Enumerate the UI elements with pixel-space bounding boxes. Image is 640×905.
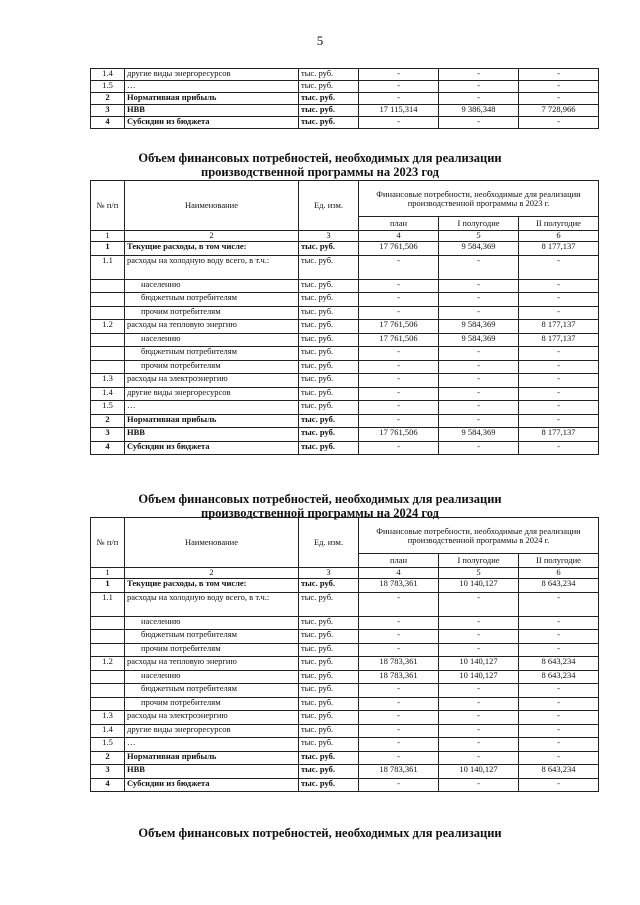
row-plan: - [359,279,439,293]
row-number: 1.3 [91,711,125,725]
row-name: прочим потребителям [125,360,299,374]
row-number: 1.4 [91,69,125,81]
row-number: 1.2 [91,657,125,671]
row-number: 3 [91,765,125,779]
row-name: Текущие расходы, в том числе: [125,242,299,256]
row-plan: 17 761,506 [359,242,439,256]
table-row [91,724,599,738]
table-row [91,306,599,320]
header-plan: план [359,554,439,568]
row-name: бюджетным потребителям [125,293,299,307]
row-first-half: 9 386,348 [439,105,519,117]
row-first-half: - [439,711,519,725]
row-name: расходы на холодную воду всего, в т.ч.: [125,255,299,279]
row-number [91,670,125,684]
row-unit: тыс. руб. [299,657,359,671]
header-name: Наименование [125,181,299,231]
row-number: 1.4 [91,724,125,738]
row-name: другие виды энергоресурсов [125,724,299,738]
row-plan: 18 783,361 [359,670,439,684]
row-number [91,697,125,711]
row-first-half: - [439,401,519,415]
table-row [91,765,599,779]
header-unit: Ед. изм. [299,181,359,231]
header-row [91,181,599,217]
row-unit: тыс. руб. [299,711,359,725]
row-plan: - [359,414,439,428]
row-unit: тыс. руб. [299,387,359,401]
row-second-half: - [519,69,599,81]
row-first-half: - [439,414,519,428]
row-name: НВВ [125,105,299,117]
row-name: прочим потребителям [125,697,299,711]
continuation-table [90,68,599,129]
row-first-half: - [439,441,519,455]
row-second-half: 8 643,234 [519,579,599,593]
row-unit: тыс. руб. [299,360,359,374]
table-row [91,293,599,307]
row-name: Нормативная прибыль [125,751,299,765]
row-plan: - [359,255,439,279]
table-row [91,751,599,765]
header-row [91,518,599,554]
row-unit: тыс. руб. [299,242,359,256]
row-first-half: 9 584,369 [439,242,519,256]
row-plan: 17 115,314 [359,105,439,117]
row-name: НВВ [125,765,299,779]
row-plan: - [359,711,439,725]
column-number: 3 [299,231,359,242]
header-unit: Ед. изм. [299,518,359,568]
row-number: 1.1 [91,592,125,616]
row-second-half: - [519,117,599,129]
column-number: 1 [91,231,125,242]
row-first-half: - [439,697,519,711]
row-first-half: 9 584,369 [439,320,519,334]
row-unit: тыс. руб. [299,293,359,307]
row-name: … [125,401,299,415]
row-plan: - [359,697,439,711]
row-second-half: 7 728,966 [519,105,599,117]
row-unit: тыс. руб. [299,414,359,428]
header-second-half: II полугодие [519,217,599,231]
column-number-row [91,231,599,242]
row-number: 1.5 [91,401,125,415]
row-unit: тыс. руб. [299,670,359,684]
table-row [91,333,599,347]
row-unit: тыс. руб. [299,306,359,320]
section-title-2023: Объем финансовых потребностей, необходимых для реализации производственной программы на 2023 год [138,151,502,179]
row-number: 4 [91,441,125,455]
row-unit: тыс. руб. [299,579,359,593]
table-row [91,117,599,129]
row-plan: - [359,81,439,93]
row-name: населению [125,279,299,293]
row-first-half: - [439,81,519,93]
row-plan: 18 783,361 [359,765,439,779]
row-first-half: - [439,387,519,401]
table-row [91,684,599,698]
row-number [91,630,125,644]
row-unit: тыс. руб. [299,105,359,117]
row-second-half: - [519,306,599,320]
row-number: 1.2 [91,320,125,334]
column-number: 4 [359,231,439,242]
row-name: прочим потребителям [125,643,299,657]
row-number [91,360,125,374]
column-number: 4 [359,568,439,579]
row-name: бюджетным потребителям [125,347,299,361]
row-number: 1.5 [91,738,125,752]
row-unit: тыс. руб. [299,93,359,105]
row-number [91,347,125,361]
column-number: 5 [439,231,519,242]
column-number: 2 [125,568,299,579]
row-unit: тыс. руб. [299,279,359,293]
row-plan: 18 783,361 [359,579,439,593]
row-name: расходы на электроэнергию [125,374,299,388]
row-second-half: - [519,592,599,616]
row-name: Нормативная прибыль [125,93,299,105]
header-needs: Финансовые потребности, необходимые для реализации производственной программы в 2023 г. [359,181,599,217]
table-row [91,711,599,725]
row-first-half: - [439,592,519,616]
row-name: бюджетным потребителям [125,630,299,644]
row-second-half: 8 177,137 [519,333,599,347]
row-number [91,616,125,630]
table-row [91,428,599,442]
row-second-half: - [519,724,599,738]
row-unit: тыс. руб. [299,738,359,752]
column-number: 6 [519,568,599,579]
row-name: населению [125,616,299,630]
row-plan: - [359,643,439,657]
row-name: расходы на холодную воду всего, в т.ч.: [125,592,299,616]
row-first-half: - [439,306,519,320]
row-first-half: - [439,684,519,698]
row-name: другие виды энергоресурсов [125,387,299,401]
row-first-half: - [439,374,519,388]
row-name: расходы на электроэнергию [125,711,299,725]
row-second-half: 8 643,234 [519,670,599,684]
row-unit: тыс. руб. [299,441,359,455]
row-plan: - [359,401,439,415]
row-name: населению [125,333,299,347]
row-second-half: - [519,93,599,105]
row-name: Субсидии из бюджета [125,778,299,792]
row-plan: - [359,751,439,765]
row-number: 1.1 [91,255,125,279]
row-plan: - [359,293,439,307]
row-unit: тыс. руб. [299,751,359,765]
row-second-half: 8 643,234 [519,765,599,779]
column-number: 6 [519,231,599,242]
table-row [91,374,599,388]
row-plan: - [359,441,439,455]
row-name: … [125,81,299,93]
row-second-half: 8 177,137 [519,242,599,256]
table-row [91,105,599,117]
row-first-half: - [439,293,519,307]
table-row [91,69,599,81]
row-name: населению [125,670,299,684]
row-unit: тыс. руб. [299,778,359,792]
row-second-half: - [519,630,599,644]
row-second-half: - [519,279,599,293]
row-name: Нормативная прибыль [125,414,299,428]
row-first-half: - [439,255,519,279]
row-unit: тыс. руб. [299,117,359,129]
row-plan: - [359,374,439,388]
column-number: 1 [91,568,125,579]
row-plan: - [359,684,439,698]
header-number: № п/п [91,518,125,568]
table-row [91,616,599,630]
table-row [91,81,599,93]
table-row [91,279,599,293]
row-plan: - [359,592,439,616]
row-first-half: 10 140,127 [439,657,519,671]
table-row [91,579,599,593]
row-second-half: - [519,293,599,307]
row-second-half: - [519,374,599,388]
row-second-half: - [519,401,599,415]
row-plan: 18 783,361 [359,657,439,671]
row-unit: тыс. руб. [299,347,359,361]
column-number: 3 [299,568,359,579]
row-number [91,684,125,698]
row-second-half: - [519,414,599,428]
row-first-half: - [439,751,519,765]
row-unit: тыс. руб. [299,374,359,388]
row-second-half: - [519,347,599,361]
row-first-half: 10 140,127 [439,670,519,684]
row-first-half: - [439,279,519,293]
row-name: расходы на тепловую энергию [125,657,299,671]
row-plan: - [359,360,439,374]
row-first-half: - [439,347,519,361]
row-first-half: 9 584,369 [439,333,519,347]
row-plan: 17 761,506 [359,333,439,347]
row-name: Текущие расходы, в том числе: [125,579,299,593]
row-number: 1.3 [91,374,125,388]
table-2023 [90,180,599,455]
row-number [91,333,125,347]
table-row [91,630,599,644]
row-plan: - [359,347,439,361]
column-number-row [91,568,599,579]
header-plan: план [359,217,439,231]
header-name: Наименование [125,518,299,568]
row-number: 3 [91,428,125,442]
table-row [91,441,599,455]
row-number: 1.5 [91,81,125,93]
row-first-half: 9 584,369 [439,428,519,442]
row-plan: - [359,616,439,630]
section-title-2024: Объем финансовых потребностей, необходимых для реализации производственной программы на 2024 год [138,492,502,520]
row-second-half: 8 177,137 [519,428,599,442]
row-name: бюджетным потребителям [125,684,299,698]
row-unit: тыс. руб. [299,765,359,779]
table-row [91,778,599,792]
row-unit: тыс. руб. [299,401,359,415]
table-row [91,387,599,401]
column-number: 2 [125,231,299,242]
row-name: расходы на тепловую энергию [125,320,299,334]
row-unit: тыс. руб. [299,616,359,630]
row-second-half: 8 643,234 [519,657,599,671]
row-unit: тыс. руб. [299,255,359,279]
row-first-half: - [439,724,519,738]
table-row [91,738,599,752]
row-number: 3 [91,105,125,117]
row-number: 4 [91,778,125,792]
row-plan: - [359,630,439,644]
row-second-half: - [519,643,599,657]
header-number: № п/п [91,181,125,231]
table-row [91,643,599,657]
table-row [91,401,599,415]
row-unit: тыс. руб. [299,684,359,698]
row-name: прочим потребителям [125,306,299,320]
row-first-half: 10 140,127 [439,579,519,593]
row-first-half: - [439,616,519,630]
row-unit: тыс. руб. [299,592,359,616]
column-number: 5 [439,568,519,579]
row-second-half: - [519,738,599,752]
row-unit: тыс. руб. [299,69,359,81]
row-plan: - [359,387,439,401]
row-second-half: - [519,684,599,698]
table-row [91,592,599,616]
row-plan: - [359,778,439,792]
table-row [91,670,599,684]
row-second-half: - [519,778,599,792]
table-row [91,93,599,105]
row-name: другие виды энергоресурсов [125,69,299,81]
row-number [91,643,125,657]
row-number: 1.4 [91,387,125,401]
row-first-half: - [439,117,519,129]
row-name: Субсидии из бюджета [125,117,299,129]
row-second-half: - [519,360,599,374]
row-unit: тыс. руб. [299,320,359,334]
table-row [91,320,599,334]
row-first-half: - [439,630,519,644]
table-row [91,255,599,279]
table-row [91,347,599,361]
table-row [91,242,599,256]
row-plan: - [359,738,439,752]
table-row [91,697,599,711]
row-plan: - [359,69,439,81]
row-first-half: - [439,778,519,792]
row-unit: тыс. руб. [299,643,359,657]
row-number: 2 [91,93,125,105]
row-plan: - [359,724,439,738]
row-name: НВВ [125,428,299,442]
row-first-half: - [439,93,519,105]
row-number [91,293,125,307]
table-2024 [90,517,599,792]
row-number: 1 [91,242,125,256]
header-needs: Финансовые потребности, необходимые для реализации производственной программы в 2024 г. [359,518,599,554]
row-number: 2 [91,414,125,428]
row-second-half: - [519,255,599,279]
row-name: … [125,738,299,752]
row-first-half: - [439,360,519,374]
row-unit: тыс. руб. [299,630,359,644]
row-number [91,306,125,320]
row-number: 2 [91,751,125,765]
row-number: 4 [91,117,125,129]
row-second-half: - [519,711,599,725]
table-row [91,657,599,671]
row-plan: 17 761,506 [359,428,439,442]
row-first-half: 10 140,127 [439,765,519,779]
row-second-half: - [519,441,599,455]
row-plan: 17 761,506 [359,320,439,334]
row-name: Субсидии из бюджета [125,441,299,455]
row-plan: - [359,117,439,129]
row-unit: тыс. руб. [299,697,359,711]
row-number [91,279,125,293]
row-second-half: - [519,387,599,401]
header-first-half: I полугодие [439,217,519,231]
row-number: 1 [91,579,125,593]
row-second-half: - [519,697,599,711]
row-first-half: - [439,69,519,81]
row-first-half: - [439,738,519,752]
row-first-half: - [439,643,519,657]
row-unit: тыс. руб. [299,724,359,738]
row-second-half: - [519,751,599,765]
row-unit: тыс. руб. [299,81,359,93]
row-second-half: 8 177,137 [519,320,599,334]
footer-section-title: Объем финансовых потребностей, необходимых для реализации [138,826,502,840]
page-number: 5 [316,33,324,48]
row-unit: тыс. руб. [299,333,359,347]
table-row [91,414,599,428]
row-plan: - [359,306,439,320]
row-plan: - [359,93,439,105]
header-second-half: II полугодие [519,554,599,568]
row-second-half: - [519,81,599,93]
header-first-half: I полугодие [439,554,519,568]
table-row [91,360,599,374]
row-second-half: - [519,616,599,630]
row-unit: тыс. руб. [299,428,359,442]
